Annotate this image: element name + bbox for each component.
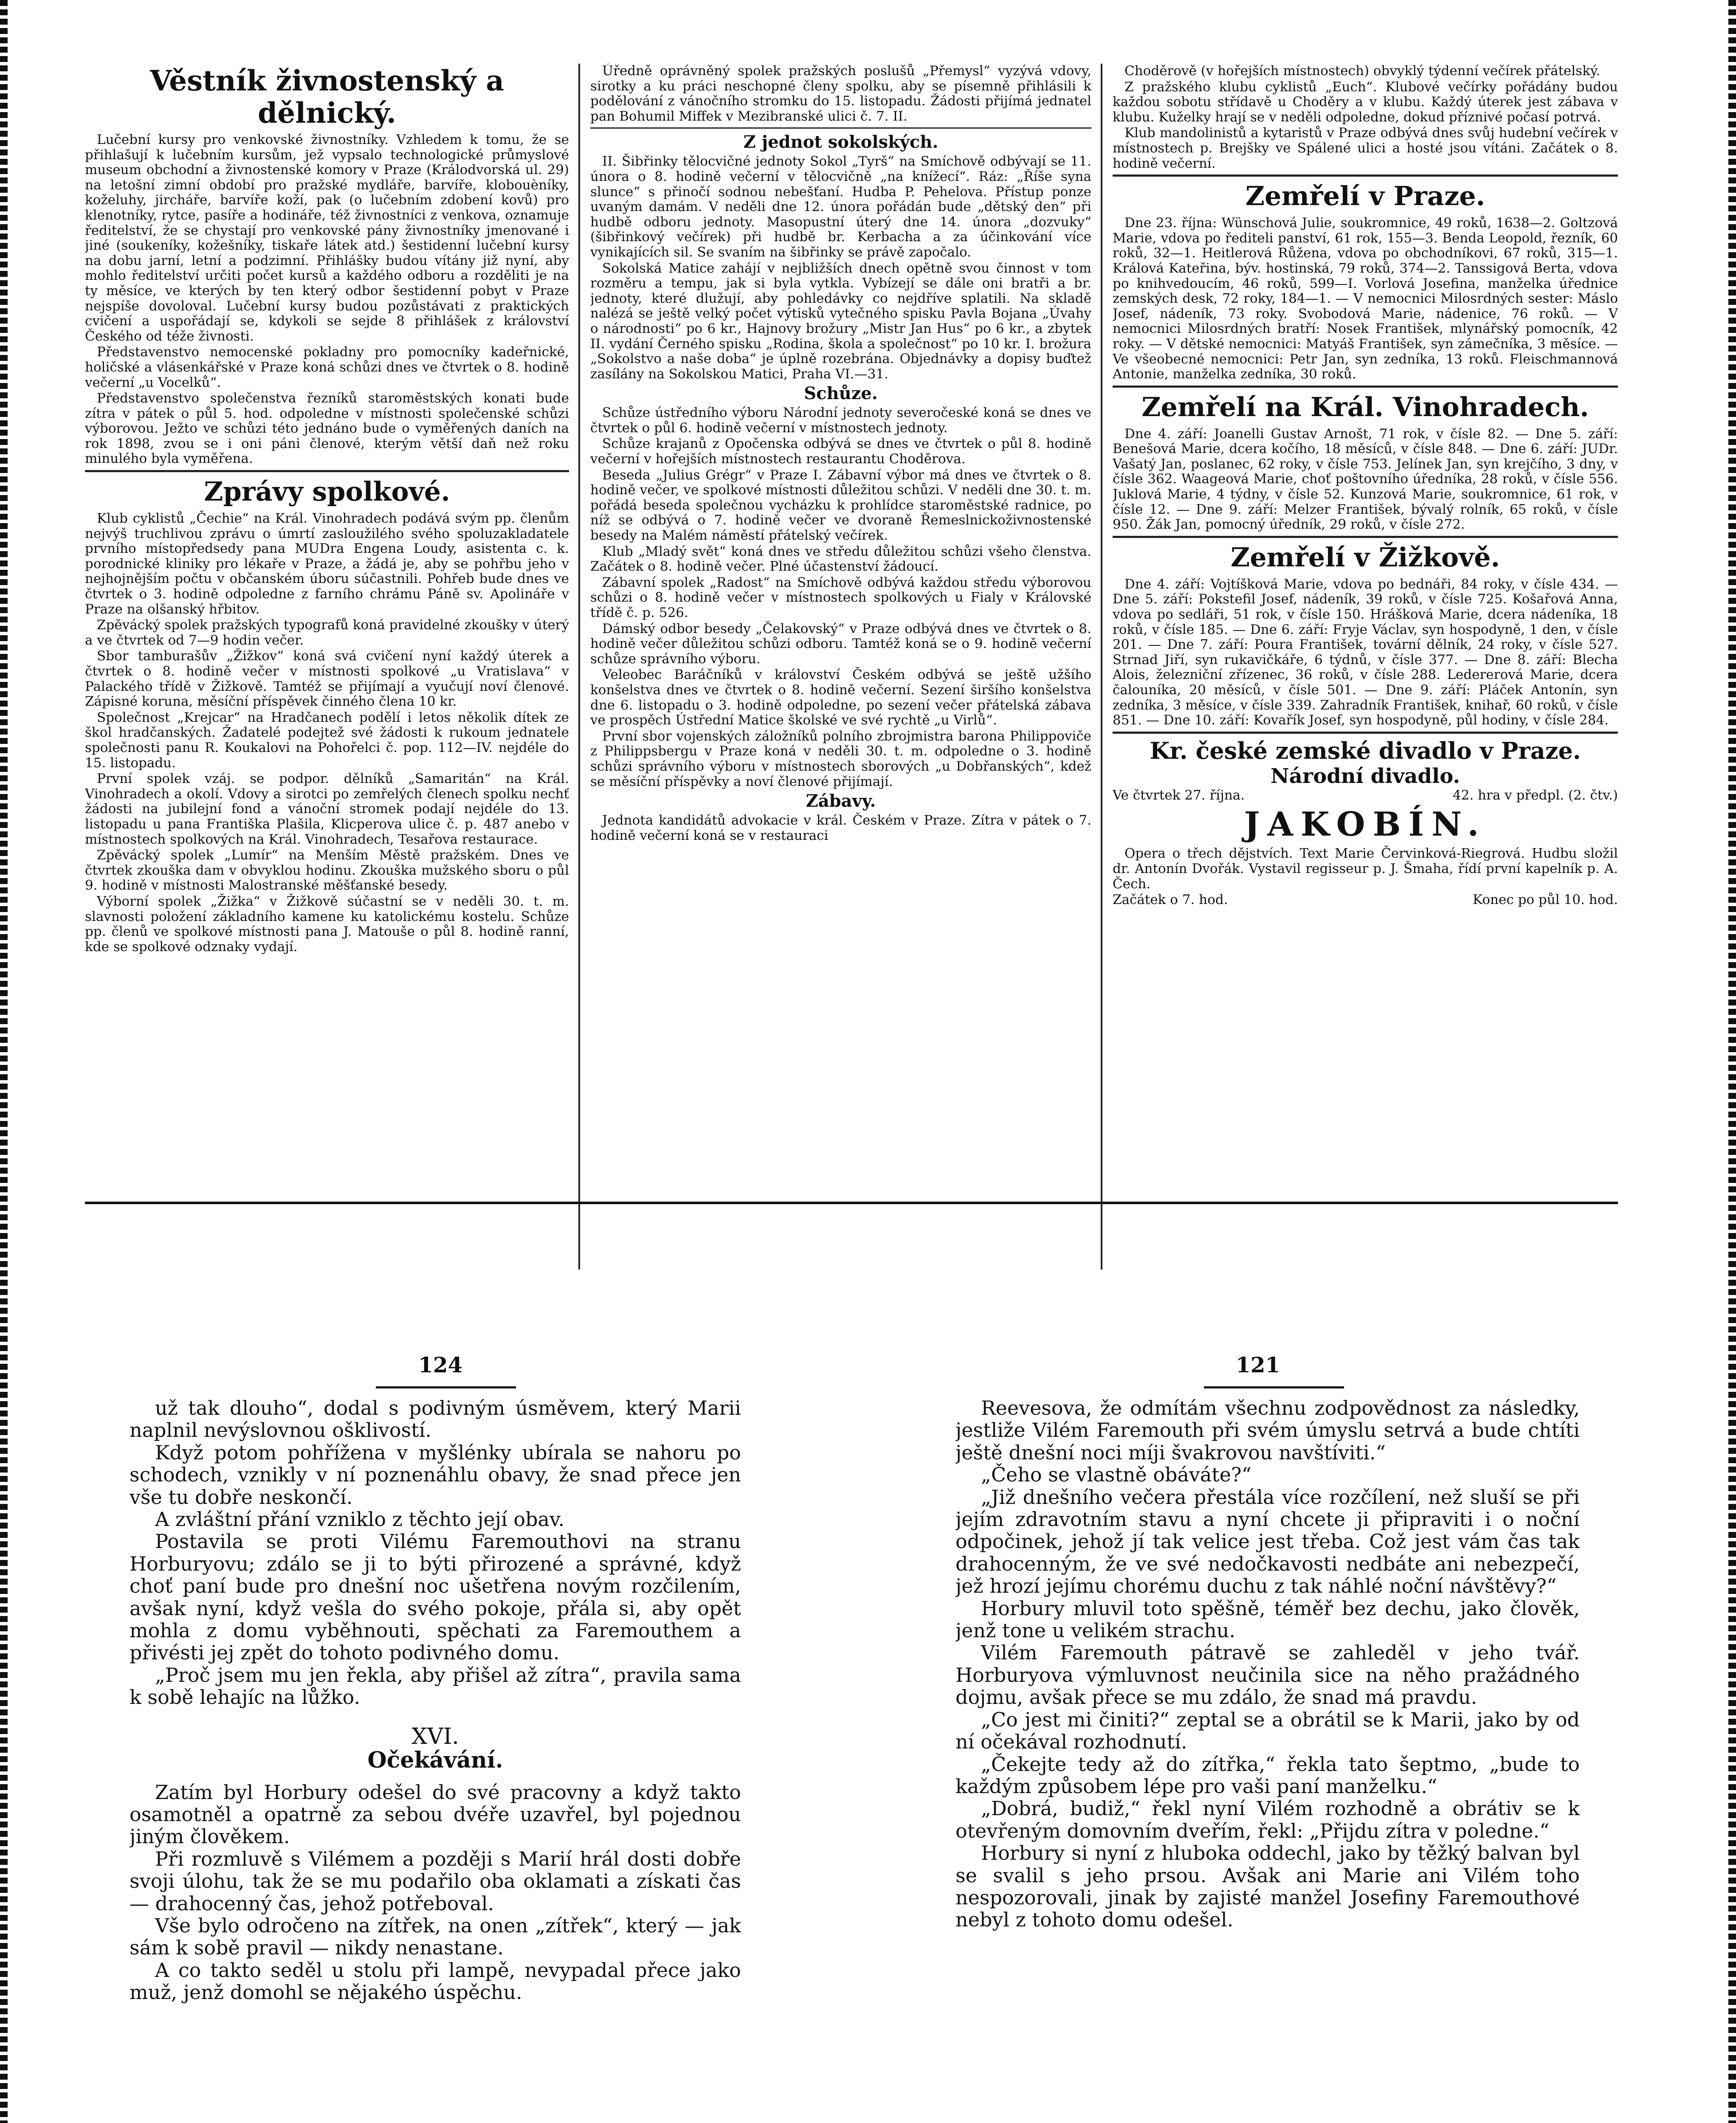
- zemreli-vinohrady-text: Dne 4. září: Joanelli Gustav Arnošt, 71 rok, v čísle 82. — Dne 5. září: Benešová Marie, dcera kočího, 18 měsíců, v čísle 848. — Dne 6. září: JUDr. Vašatý Jan, poslanec, 62 roky, v čísle 753. Jelínek Jan, syn krejčího, 3 dny, v čísle 362. Waageová Marie, choť poštovního úředníka, 28 roků, v čísle 556. Juklová Marie, 4 týdny, v čísle 52. Kunzová Marie, soukromnice, 61 rok, v čísle 12. — Dne 9. září: Melzer František, bývalý rolník, 65 roků, v čísle 950. Žák Jan, pomocný úředník, 29 roků, v čísle 272.: [1113, 426, 1618, 532]
- notice-paragraph: Schůze krajanů z Opočenska odbývá se dnes ve čtvrtek o půl 8. hodině večerní v hořejších místnostech restaurantu Choděrova.: [590, 436, 1091, 467]
- notice-paragraph: Lučební kursy pro venkovské živnostníky. Vzhledem k tomu, že se přihlašují k lučebním kursům, jež vypsalo technologické průmyslové museum obchodní a živnostenské komory v Praze (Králodvorská ul. 29) na letošní zimní období pro pražské mydláře, barvíře, klobouèníky, koželuhy, jircháře, barvíře koží, pak (o lučebním zdobení kovů) pro klenotníky, rytce, pasíře a hodináře, též živnostníci z venkova, oznamuje ředitelství, že se chystají pro venkovské pány živnostníky jmenované i jiné (soukeníky, kožešníky, tiskaře látek atd.) šestidenní lučební kursy na dobu jarní, letní a podzimní. Přihlášky budou vítány již nyní, aby mohlo ředitelství určiti počet kursů a každého odboru a rozděliti je na ty měsíce, ve kterých by ten který odbor šestidenní pobyt v Praze nejspíše dovoloval. Lučební kursy budou pozůstávati z praktických cvičení a uspořádají se, kdykoli se sejde 8 přihlášek z království Českého od téže živnosti.: [85, 132, 569, 344]
- notice-paragraph: První sbor vojenských záložníků polního zbrojmistra barona Philippoviče z Philippsbergu v Praze koná v neděli 30. t. m. odpoledne o 3. hodině schůzi správního výboru v místnostech sborových „u Dobřanských“, kdež se měsíční příspěvky a noví členové přijímají.: [590, 728, 1091, 789]
- column-divider-1: [578, 64, 580, 1270]
- notice-paragraph: Schůze ústředního výboru Národní jednoty severočeské koná se dnes ve čtvrtek o půl 6. hodině večerní v místnostech jednoty.: [590, 405, 1091, 436]
- divider: [1113, 386, 1618, 388]
- section-title-schuze: Schůze.: [804, 383, 878, 404]
- posluhy-paragraphs: [590, 64, 1091, 124]
- column-divider-2: [1101, 64, 1102, 1270]
- novel-paragraph: „Co jest mi činiti?“ zeptal se a obrátil se k Marii, jako by od ní očekával rozhodnutí.: [955, 1708, 1580, 1754]
- notice-paragraph: Z pražského klubu cyklistů „Euch“. Klubové večírky pořádány budou každou sobotu střídavě u Choděry a v klubu. Každý úterek jest zábava v klubu. Kuželky hrají se v neděli odpoledne, dokud příznivé počasí potrvá.: [1113, 79, 1618, 125]
- page-right-edge: [1728, 0, 1736, 2123]
- novel-left-paragraphs-after: [130, 1781, 741, 2004]
- column-top-middle: [590, 64, 1091, 1270]
- page-number-right: 121: [1236, 1352, 1280, 1377]
- theatre-info-row: [1113, 788, 1618, 803]
- notice-paragraph: Klub mandolinistů a kytaristů v Praze odbývá dnes svůj hudební večírek v místnostech p. Brejšky ve Spálené ulici a hosté jsou vítáni. Začátek o 8. hodině večerní.: [1113, 125, 1618, 171]
- section-title-zpravy: Zprávy spolkové.: [204, 476, 450, 507]
- page-number-left: 124: [418, 1352, 463, 1377]
- schuze-paragraphs: [590, 405, 1091, 789]
- novel-left-paragraphs-before: [130, 1397, 741, 1709]
- notice-paragraph: Choděrově (v hořejších místnostech) obvyklý týdenní večírek přátelský.: [1124, 64, 1601, 79]
- section-title-zabavy: Zábavy.: [806, 791, 876, 811]
- opera-times-row: [1113, 893, 1618, 908]
- chapter-title: Očekávání.: [367, 1747, 503, 1774]
- notice-paragraph: Veleobec Baráčníků v království Českém odbývá se ještě užšího konšelstva dnes ve čtvrtek o 8. hodině večerní. Sezení širšího konšelstva dne 6. listopadu o 3. hodině odpoledne, po sezení večer přátelská zábava ve prospěch Ústřední Matice školské ve své rychtě „u Virlů“.: [590, 667, 1091, 728]
- page-top-rule-left: [376, 1386, 516, 1388]
- theatre-play-number: 42. hra v předpl. (2. čtv.): [1452, 787, 1618, 803]
- novel-right-paragraphs: [955, 1397, 1580, 1931]
- novel-paragraph: „Čekejte tedy až do zítřka,“ řekla tato šeptmo, „bude to každým způsobem lépe pro vaši paní manželku.“: [955, 1752, 1580, 1798]
- vestnik-paragraphs: [85, 132, 569, 467]
- theatre-subtitle: Národní divadlo.: [1270, 764, 1460, 788]
- notice-paragraph: II. Šibřinky tělocvičné jednoty Sokol „Tyrš“ na Smíchově odbývají se 11. února o 8. hodině večerní v tělocvičně „na knížecí“. Ráz: „Říše syna slunce“ s přinočí sodnou nebešťaní. Hudba P. Pehelova. Přístup ponze uvaným damám. V neděli dne 12. února pořádán bude „dětský den“ při hudbě odboru jednoty. Masopustní úterý dne 14. února „dozvuky“ (šibřinkový večírek) při hudbě br. Kerbacha a za účinkování více vynikajících sil. Se svaním na šibřinky se právě započalo.: [590, 154, 1091, 260]
- page-top-rule-right: [1204, 1386, 1344, 1388]
- novel-paragraph: „Již dnešního večera přestála více rozčílení, než sluší se při jejím zdravotním stavu a nyní chcete ji připraviti i o noční odpočinek, jehož jí tak velice jest třeba. Což jest vám čas tak drahocenným, že ve své nedočkavosti nedbáte ani nebezpečí, jež hrozí jejímu chorému duchu z tak náhlé noční návštěvy?“: [955, 1485, 1580, 1598]
- opera-start: Začátek o 7. hod.: [1113, 892, 1228, 908]
- opera-end: Konec po půl 10. hod.: [1473, 892, 1618, 908]
- opera-name: JAKOBÍN.: [1244, 805, 1487, 844]
- notice-paragraph: Klub cyklistů „Čechie“ na Král. Vinohradech podává svým pp. členům nejvýš truchlivou zprávu o úmrtí zasloužilého svého spoluzakladatele prvního místopředsedy pana MUDra Engena Loudy, asistenta c. k. porodnické kliniky pro lékaře v Praze, a žádá je, aby se pohřbu jeho v nejhojnějším počtu v občanském úboru súčastnili. Pohřeb bude dnes ve čtvrtek o 3. hodině odpoledne z farního chrámu Páně sv. Apolináře v Praze na olšanský hřbitov.: [85, 511, 569, 617]
- divider: [590, 127, 1091, 129]
- notice-paragraph: Zpěvácký spolek pražských typografů koná pravidelné zkoušky v úterý a ve čtvrtek od 7—9 hodin večer.: [85, 617, 569, 648]
- zpravy-paragraphs: [85, 511, 569, 955]
- novel-paragraph: Když potom pohřížena v myšlénky ubírala se nahoru po schodech, vznikly v ní poznenáhlu obavy, že snad přece jen vše tu dobře neskončí.: [130, 1441, 741, 1509]
- notice-paragraph: Klub „Mladý svět“ koná dnes ve středu důležitou schůzi všeho členstva. Začátek o 8. hodině večer. Plné účastenství žádoucí.: [590, 543, 1091, 574]
- novel-paragraph: „Proč jsem mu jen řekla, aby přišel až zítra“, pravila sama k sobě lehajíc na lůžko.: [130, 1663, 741, 1709]
- column-top-right: [1113, 64, 1618, 1270]
- novel-paragraph: Vilém Faremouth pátravě se zahleděl v jeho tvář. Horburyova výmluvnost neučinila sice na něho pražádného dojmu, avšak přece se mu zdálo, že snad má pravdu.: [955, 1641, 1580, 1709]
- novel-paragraph: Horbury si nyní z hluboka oddechl, jako by těžký balvan byl se svalil s jeho prsou. Avšak ani Marie ani Vilém toho nespozorovali, jinak by zajisté manžel Josefiny Faremouthové nebyl z tohoto domu odešel.: [955, 1841, 1580, 1932]
- notice-paragraph: Jednota kandidátů advokacie v král. Českém v Praze. Zítra v pátek o 7. hodině večerní koná se v restauraci: [590, 813, 1091, 843]
- novel-paragraph: A co takto seděl u stolu při lampě, nevypadal přece jako muž, jenž domohl se nějakého úspěchu.: [130, 1958, 741, 2004]
- notice-paragraph: Beseda „Julius Grégr“ v Praze I. Zábavní výbor má dnes ve čtvrtek o 8. hodině večer, ve spolkové místnosti důležitou schůzi. V neděli dne 30. t. m. pořádá beseda společnou vycházku k prohlídce staroměstské radnice, po níž se odbývá o 7. hodině večer ve dvoraně Řemeslnickoživnostenské besedy na Malém náměstí přátelský večírek.: [590, 467, 1091, 543]
- notice-paragraph: Zábavní spolek „Radost“ na Smíchově odbývá každou středu výborovou schůzi o 8. hodině večer v místnostech spolkových u Fialy v Královské třídě č. p. 526.: [590, 574, 1091, 620]
- divider: [1113, 732, 1618, 734]
- opera-description: Opera o třech dějstvích. Text Marie Červinková-Riegrová. Hudbu složil dr. Antonín Dvořák. Vystavil regisseur p. J. Šmaha, řídí první kapelník p. A. Čech.: [1113, 846, 1618, 892]
- zabavy-paragraphs: [590, 813, 1091, 843]
- chapter-number: XVI.: [411, 1723, 459, 1749]
- novel-paragraph: Reevesova, že odmítám všechnu zodpovědnost za následky, jestliže Vilém Faremouth při svém úmyslu setrvá a bude chtíti ještě dnešní noci míji švakrovou navštíviti.“: [955, 1397, 1580, 1464]
- zemreli-zizkov-text: Dne 4. září: Vojtíšková Marie, vdova po bednáři, 84 roky, v čísle 434. — Dne 5. září: Pokstefil Josef, nádeník, 39 roků, v čísle 725. Košařová Anna, vdova po sedláři, 51 rok, v čísle 150. Hrášková Marie, dcera nádeníka, 18 roků, v čísle 185. — Dne 6. září: Fryje Václav, syn hospodyně, 1 den, v čísle 201. — Dne 7. září: Poura František, tovární dělník, 24 roky, v čísle 527. Strnad Jiří, syn rukavičkáře, 6 týdnů, v čísle 377. — Dne 8. září: Blecha Alois, železniční zřízenec, 36 roků, v čísle 288. Ledererová Marie, dcera čalouníka, 20 měsíců, v čísle 501. — Dne 9. září: Pláček Antonín, syn zedníka, 3 měsíce, v čísle 339. Zahradník František, knihař, 60 roků, v čísle 851. — Dne 10. září: Kovařík Josef, syn hospodyně, půl hodiny, v čísle 284.: [1113, 576, 1618, 728]
- divider: [1113, 175, 1618, 177]
- divider: [85, 470, 569, 472]
- sokol-paragraphs: [590, 154, 1091, 382]
- klub-paragraphs: [1113, 64, 1618, 171]
- divider: [1113, 536, 1618, 538]
- top-bottom-divider: [85, 1202, 1618, 1204]
- section-title-vestnik: Věstník živnostenský a dělnický.: [149, 64, 504, 130]
- notice-paragraph: Dámský odbor besedy „Čelakovský“ v Praze odbývá dnes ve čtvrtek o 8. hodině večer důležitou schůzi odboru. Tamtéž koná se o 9. hodině večerní schůze správního výboru.: [590, 621, 1091, 667]
- section-title-zemreli-vinohrady: Zemřelí na Král. Vinohradech.: [1141, 391, 1589, 422]
- notice-paragraph: Sokolská Matice zahájí v nejbližších dnech opětně svou činnost v tom rozměru a tempu, jak si byla vytkla. Vybízejí se dále oni bratři a br. jednoty, které dlužují, aby pohledávky co nejdříve splatili. Na skladě nalézá se ještě velký počet výtisků vytečného spisku Pavla Bojana „Úvahy o národnosti“ po 6 kr., Hajnovy brožury „Mistr Jan Hus“ po 6 kr., a zbytek II. vydání Černého spisku „Rodina, škola a společnost“ po 10 kr. I. brožura „Sokolstvo a naše doba“ je úplně rozebrána. Objednávky a dopisy buďtež zasílány na Sokolskou Matici, Praha VI.—31.: [590, 260, 1091, 382]
- notice-paragraph: Zpěvácký spolek „Lumír“ na Menším Městě pražském. Dnes ve čtvrtek zkouška dam v obvyklou hodinu. Zkouška mužského sboru o půl 9. hodině v místnosti Malostranské měšťanské besedy.: [85, 848, 569, 893]
- section-title-zemreli-praha: Zemřelí v Praze.: [1245, 180, 1485, 212]
- page-left-edge: [0, 0, 8, 2123]
- notice-paragraph: Výborní spolek „Žižka“ v Žižkově súčastní se v neděli 30. t. m. slavnosti položení základního kamene ku katolickému kostelu. Schůze pp. členů ve spolkové místnosti pana J. Matouše o půl 8. hodině ranní, kde se spolkové odznaky vydají.: [85, 893, 569, 955]
- novel-paragraph: Horbury mluvil toto spěšně, téměř bez dechu, jako člověk, jenž tone u velikém strachu.: [955, 1596, 1580, 1642]
- notice-paragraph: Sbor tamburašův „Žižkov“ koná svá cvičení nyní každý úterek a čtvrtek o 8. hodině večer v místnosti spolkové „u Vratislava“ v Palackého třídě v Žižkově. Tamtéž se přijímají a vyučují noví členové. Zápisné koruna, měsíční příspěvek činného člena 10 kr.: [85, 648, 569, 710]
- zemreli-praha-text: Dne 23. října: Wünschová Julie, soukromnice, 49 roků, 1638—2. Goltzová Marie, vdova po řediteli panství, 61 rok, 155—3. Benda Leopold, řezník, 60 roků, 32—1. Heitlerová Růžena, vdova po obchodníkovi, 67 roků, 315—1. Králová Kateřina, býv. hostinská, 79 roků, 374—2. Tanssigová Berta, vdova po knihvedoucím, 46 roků, 599—I. Vorlová Josefina, manželka úřednice zemských desk, 72 roky, 184—1. — V nemocnici Milosrdných sester: Máslo Josef, nádeník, 73 roky. Svobodová Marie, nádenice, 76 roků. — V nemocnici Milosrdných bratří: Nosek František, mlynářský pomocník, 42 roky. — V dětské nemocnici: Matyáš František, syn zámečníka, 3 měsíce. — Ve všeobecné nemocnici: Petr Jan, syn zedníka, 13 roků. Fleischmannová Antonie, manželka zedníka, 30 roků.: [1113, 215, 1618, 382]
- novel-column-left: [130, 1397, 741, 2123]
- theatre-title: Kr. české zemské divadlo v Praze.: [1150, 737, 1581, 764]
- notice-paragraph: Představenstvo společenstva řezníků staroměstských konati bude zítra v pátek o půl 5. hod. odpoledne v místnosti společenské schůzi výborovou. Ježto ve schůzi této jednáno bude o vyměřených daních na rok 1898, zvou se i oni páni členové, kterým větší daň než roku minulého byla vyměřena.: [85, 391, 569, 467]
- novel-paragraph: už tak dlouho“, dodal s podivným úsměvem, který Marii naplnil nevýslovnou ošklivostí.: [130, 1397, 741, 1442]
- novel-paragraph: Při rozmluvě s Vilémem a později s Marií hrál dosti dobře svoji úlohu, tak že se mu podařilo oba oklamati a získati čas — drahocenný čas, jehož potřeboval.: [130, 1847, 741, 1915]
- novel-paragraph: Postavila se proti Vilému Faremouthovi na stranu Horburyovu; zdálo se ji to býti přirozené a správné, když choť paní bude pro dnešní noc ušetřena novým rozčilením, avšak nyní, když vešla do svého pokoje, přála si, aby opět mohla z domu vyběhnouti, spěchati za Faremouthem a přivésti jej zpět do tohoto podivného domu.: [130, 1530, 741, 1664]
- theatre-date: Ve čtvrtek 27. října.: [1113, 787, 1245, 803]
- novel-paragraph: „Dobrá, budiž,“ řekl nyní Vilém rozhodně a obrátiv se k otevřeným domovním dveřím, řekl: „Přijdu zítra v poledne.“: [955, 1797, 1580, 1842]
- notice-paragraph: Společnost „Krejcar“ na Hradčanech podělí i letos několik dítek ze škol hradčanských. Žadatelé podejtež své žádosti k rukoum jednatele společnosti panu R. Koukalovi na Pohořelci č. pop. 112—IV. nejdéle do 15. listopadu.: [85, 710, 569, 771]
- novel-paragraph: A zvláštní přání vzniklo z těchto její obav.: [155, 1508, 565, 1531]
- column-top-left: [85, 64, 569, 1270]
- notice-paragraph: První spolek vzáj. se podpor. dělníků „Samaritán“ na Král. Vinohradech a okolí. Vdovy a sirotci po zemřelých členech spolku nechť žádosti na jubilejní fond a vánoční stromek podají nejdéle do 13. listopadu u pana Františka Plašila, Klicperova ulice č. p. 487 anebo v místnostech spolkových na Král. Vinohradech, Tesařova restaurace.: [85, 771, 569, 847]
- section-title-zemreli-zizkov: Zemřelí v Žižkově.: [1230, 541, 1500, 573]
- notice-paragraph: Úředně oprávněný spolek pražských poslušů „Přemysl“ vyzývá vdovy, sirotky a ku práci neschopné členy spolku, aby se písemně přihlásili k podělování z vánočního stromku do 15. listopadu. Žádosti přijímá jednatel pan Bohumil Miffek v Mezibranské ulici č. 7. II.: [590, 64, 1091, 124]
- notice-paragraph: Představenstvo nemocenské pokladny pro pomocníky kadeřnické, holičské a vlásenkářské v Praze koná schůzi dnes ve čtvrtek o 8. hodině večerní „u Vocelků“.: [85, 344, 569, 390]
- section-title-sokol: Z jednot sokolských.: [743, 132, 938, 152]
- novel-paragraph: Zatím byl Horbury odešel do své pracovny a když takto osamotněl a opatrně za sebou dvéře uzavřel, byl pojednou jiným člověkem.: [130, 1780, 741, 1848]
- novel-paragraph: Vše bylo odročeno na zítřek, na onen „zítřek“, který — jak sám k sobě pravil — nikdy nenastane.: [130, 1914, 741, 1960]
- novel-paragraph: „Čeho se vlastně obáváte?“: [981, 1463, 1252, 1487]
- novel-column-right: [955, 1397, 1580, 2123]
